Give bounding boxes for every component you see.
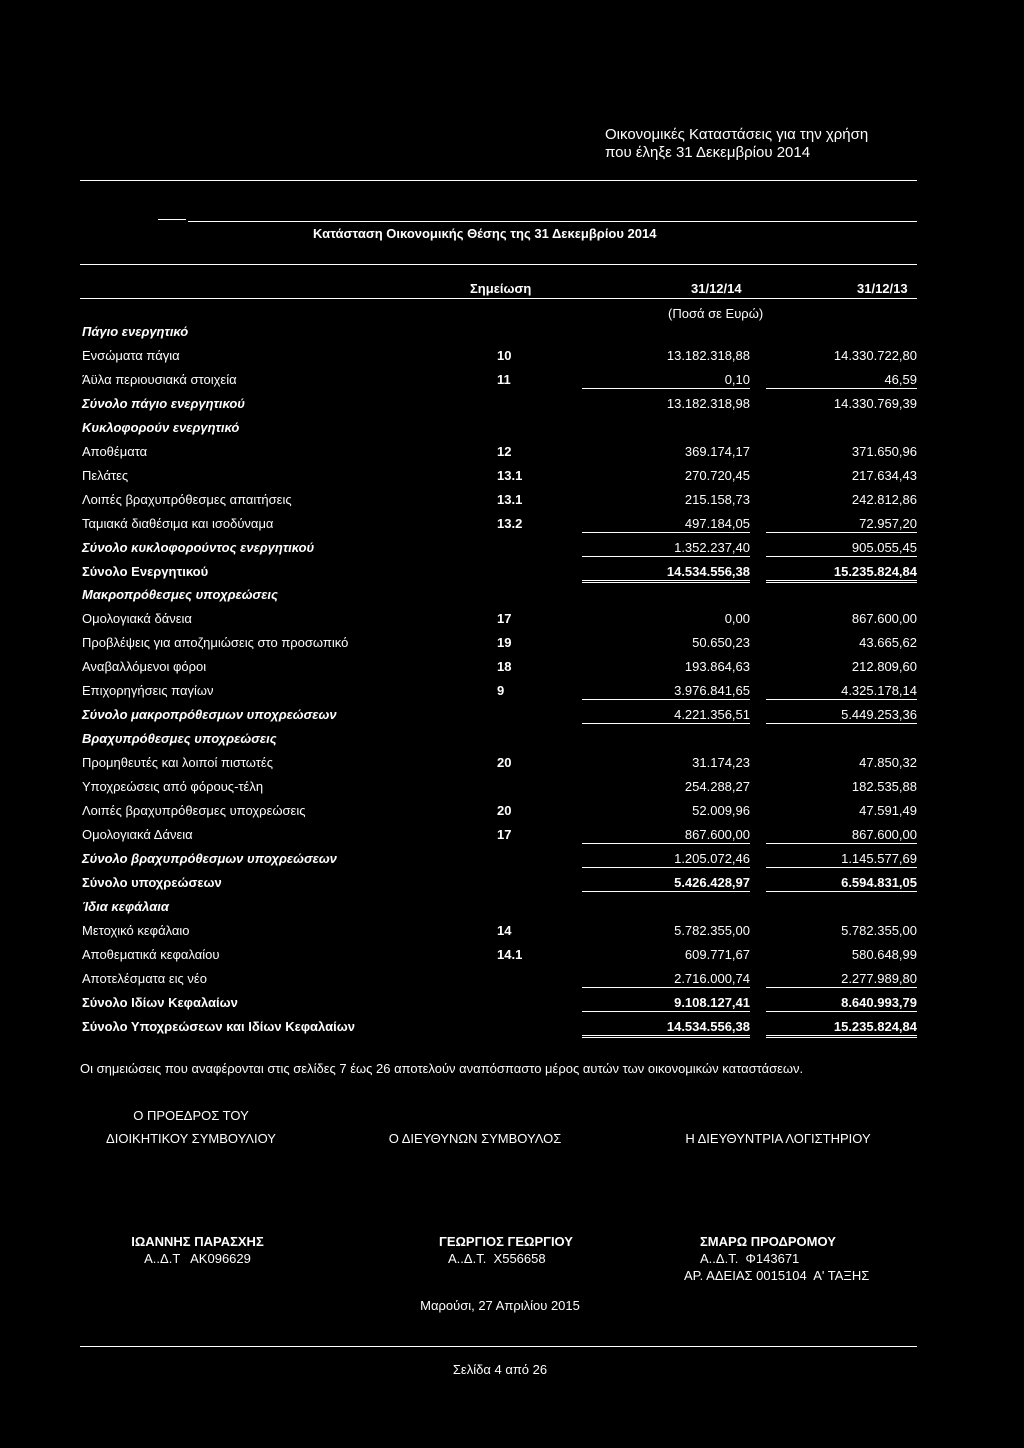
row-label: Υποχρεώσεις από φόρους-τέλη — [82, 779, 264, 794]
row-value-2014: 3.976.841,65 — [582, 683, 750, 700]
row-note-ref: 20 — [497, 803, 512, 818]
row-value-2014: 31.174,23 — [692, 755, 750, 770]
row-label: Άϋλα περιουσιακά στοιχεία — [82, 372, 237, 387]
row-label: Πάγιο ενεργητικό — [82, 324, 189, 339]
row-value-2013: 4.325.178,14 — [766, 683, 917, 700]
column-header-rule — [80, 298, 917, 299]
row-value-2014: 13.182.318,98 — [666, 396, 750, 411]
president-id: Α..Δ.Τ ΑΚ096629 — [144, 1251, 251, 1266]
place-date: Μαρούσι, 27 Απριλίου 2015 — [420, 1298, 580, 1313]
row-label: Επιχορηγήσεις παγίων — [82, 683, 214, 698]
note-column-header: Σημείωση — [470, 281, 532, 296]
row-note-ref: 11 — [497, 372, 511, 387]
row-value-2013: 14.330.722,80 — [833, 348, 917, 363]
row-label: Αποτελέσματα εις νέο — [82, 971, 207, 986]
president-title-line-1: Ο ΠΡΟΕΔΡΟΣ ΤΟΥ — [133, 1108, 249, 1123]
header-line-1: Οικονομικές Καταστάσεις για την χρήση — [605, 126, 869, 143]
row-value-2013: 182.535,88 — [851, 779, 917, 794]
row-value-2014: 609.771,67 — [684, 947, 750, 962]
row-label: Αναβαλλόμενοι φόροι — [82, 659, 207, 674]
row-value-2014: 0,10 — [582, 372, 750, 389]
row-value-2013: 72.957,20 — [766, 516, 917, 533]
accountant-title: Η ΔΙΕΥΘΥΝΤΡΙΑ ΛΟΓΙΣΤΗΡΙΟΥ — [685, 1131, 871, 1146]
row-note-ref: 14 — [497, 923, 512, 938]
report-header — [605, 126, 868, 162]
row-value-2013: 580.648,99 — [851, 947, 917, 962]
row-value-2014: 270.720,45 — [684, 468, 750, 483]
year-2014-column-header: 31/12/14 — [691, 281, 742, 296]
row-value-2013: 867.600,00 — [851, 611, 917, 626]
row-value-2013: 5.782.355,00 — [841, 923, 917, 938]
row-value-2014: 2.716.000,74 — [582, 971, 750, 988]
row-label: Πελάτες — [82, 468, 129, 483]
row-label: Αποθέματα — [82, 444, 148, 459]
footer-divider — [80, 1346, 917, 1347]
row-value-2014: 9.108.127,41 — [582, 995, 750, 1012]
row-value-2013: 43.665,62 — [859, 635, 917, 650]
row-note-ref: 17 — [497, 827, 512, 842]
row-note-ref: 20 — [497, 755, 512, 770]
row-value-2014: 5.782.355,00 — [674, 923, 750, 938]
row-value-2014: 867.600,00 — [582, 827, 750, 844]
row-value-2013: 15.235.824,84 — [766, 1019, 917, 1038]
row-label: Ενσώματα πάγια — [82, 348, 180, 363]
title-tick — [158, 219, 186, 220]
accountant-id: Α..Δ.Τ. Φ143671 — [700, 1251, 800, 1266]
row-label: Προβλέψεις για αποζημιώσεις στο προσωπικό — [82, 635, 349, 650]
row-value-2013: 14.330.769,39 — [833, 396, 917, 411]
title-top-rule — [188, 221, 917, 222]
row-label: Αποθεματικά κεφαλαίου — [82, 947, 220, 962]
row-value-2013: 5.449.253,36 — [766, 707, 917, 724]
row-label: Σύνολο υποχρεώσεων — [82, 875, 222, 890]
row-note-ref: 9 — [497, 683, 505, 698]
row-value-2014: 52.009,96 — [692, 803, 750, 818]
row-label: Ομολογιακά Δάνεια — [82, 827, 193, 842]
row-value-2013: 2.277.989,80 — [766, 971, 917, 988]
header-divider — [80, 180, 917, 181]
row-value-2014: 215.158,73 — [684, 492, 750, 507]
row-note-ref: 12 — [497, 444, 512, 459]
accountant-license: ΑΡ. ΑΔΕΙΑΣ 0015104 Α' ΤΑΞΗΣ — [684, 1268, 870, 1283]
row-value-2013: 217.634,43 — [851, 468, 917, 483]
statement-title: Κατάσταση Οικονομικής Θέσης της 31 Δεκεμβρίου 2014 — [313, 226, 657, 241]
row-label: Σύνολο Ενεργητικού — [82, 564, 209, 579]
row-value-2014: 1.205.072,46 — [582, 851, 750, 868]
row-label: Λοιπές βραχυπρόθεσμες απαιτήσεις — [82, 492, 292, 507]
ceo-name: ΓΕΩΡΓΙΟΣ ΓΕΩΡΓΙΟΥ — [439, 1234, 573, 1249]
row-label: Σύνολο μακροπρόθεσμων υποχρεώσεων — [82, 707, 337, 722]
row-value-2014: 254.288,27 — [684, 779, 750, 794]
row-value-2014: 0,00 — [724, 611, 750, 626]
row-value-2013: 905.055,45 — [766, 540, 917, 557]
row-note-ref: 13.1 — [497, 468, 523, 483]
row-label: Λοιπές βραχυπρόθεσμες υποχρεώσεις — [82, 803, 306, 818]
row-value-2014: 369.174,17 — [684, 444, 750, 459]
ceo-title: Ο ΔΙΕΥΘΥΝΩΝ ΣΥΜΒΟΥΛΟΣ — [388, 1131, 562, 1146]
year-2013-column-header: 31/12/13 — [857, 281, 908, 296]
row-value-2013: 15.235.824,84 — [766, 564, 917, 583]
row-value-2013: 371.650,96 — [851, 444, 917, 459]
title-bottom-rule — [80, 264, 917, 265]
row-label: Σύνολο κυκλοφορούντος ενεργητικού — [82, 540, 315, 555]
row-note-ref: 17 — [497, 611, 512, 626]
page-number: Σελίδα 4 από 26 — [452, 1362, 548, 1377]
row-value-2013: 46,59 — [766, 372, 917, 389]
row-value-2013: 47.850,32 — [859, 755, 917, 770]
row-note-ref: 18 — [497, 659, 512, 674]
row-note-ref: 13.1 — [497, 492, 523, 507]
row-label: Σύνολο Υποχρεώσεων και Ιδίων Κεφαλαίων — [82, 1019, 355, 1034]
row-value-2013: 8.640.993,79 — [766, 995, 917, 1012]
row-label: Μετοχικό κεφάλαιο — [82, 923, 190, 938]
footnote: Οι σημειώσεις που αναφέρονται στις σελίδες 7 έως 26 αποτελούν αναπόσπαστο μέρος αυτών των οικονομικών καταστάσεων. — [80, 1061, 804, 1076]
row-value-2013: 867.600,00 — [766, 827, 917, 844]
row-note-ref: 10 — [497, 348, 512, 363]
row-value-2014: 4.221.356,51 — [582, 707, 750, 724]
row-value-2013: 6.594.831,05 — [766, 875, 917, 892]
row-label: Σύνολο Ιδίων Κεφαλαίων — [82, 995, 238, 1010]
president-title-line-2: ΔΙΟΙΚΗΤΙΚΟΥ ΣΥΜΒΟΥΛΙΟΥ — [106, 1131, 276, 1146]
row-value-2013: 1.145.577,69 — [766, 851, 917, 868]
row-label: Ίδια κεφάλαια — [82, 899, 169, 914]
row-note-ref: 13.2 — [497, 516, 523, 531]
row-label: Σύνολο πάγιο ενεργητικού — [82, 396, 245, 411]
president-name: ΙΩΑΝΝΗΣ ΠΑΡΑΣΧΗΣ — [131, 1234, 264, 1249]
row-label: Ομολογιακά δάνεια — [82, 611, 192, 626]
row-label: Κυκλοφορούν ενεργητικό — [82, 420, 240, 435]
row-note-ref: 19 — [497, 635, 512, 650]
row-label: Προμηθευτές και λοιποί πιστωτές — [82, 755, 273, 770]
row-label: Σύνολο βραχυπρόθεσμων υποχρεώσεων — [82, 851, 337, 866]
ceo-id: Α..Δ.Τ. Χ556658 — [448, 1251, 546, 1266]
accountant-name: ΣΜΑΡΩ ΠΡΟΔΡΟΜΟΥ — [700, 1234, 836, 1249]
row-label: Μακροπρόθεσμες υποχρεώσεις — [82, 587, 278, 602]
currency-note: (Ποσά σε Ευρώ) — [668, 306, 764, 321]
row-value-2014: 1.352.237,40 — [582, 540, 750, 557]
row-value-2014: 50.650,23 — [692, 635, 750, 650]
row-value-2013: 47.591,49 — [859, 803, 917, 818]
row-label: Ταμιακά διαθέσιμα και ισοδύναμα — [82, 516, 274, 531]
row-value-2013: 212.809,60 — [851, 659, 917, 674]
row-label: Βραχυπρόθεσμες υποχρεώσεις — [82, 731, 277, 746]
row-value-2013: 242.812,86 — [851, 492, 917, 507]
row-note-ref: 14.1 — [497, 947, 523, 962]
row-value-2014: 14.534.556,38 — [582, 564, 750, 583]
row-value-2014: 5.426.428,97 — [582, 875, 750, 892]
row-value-2014: 14.534.556,38 — [582, 1019, 750, 1038]
row-value-2014: 497.184,05 — [582, 516, 750, 533]
header-line-2: που έληξε 31 Δεκεμβρίου 2014 — [605, 144, 811, 161]
row-value-2014: 13.182.318,88 — [666, 348, 750, 363]
row-value-2014: 193.864,63 — [684, 659, 750, 674]
